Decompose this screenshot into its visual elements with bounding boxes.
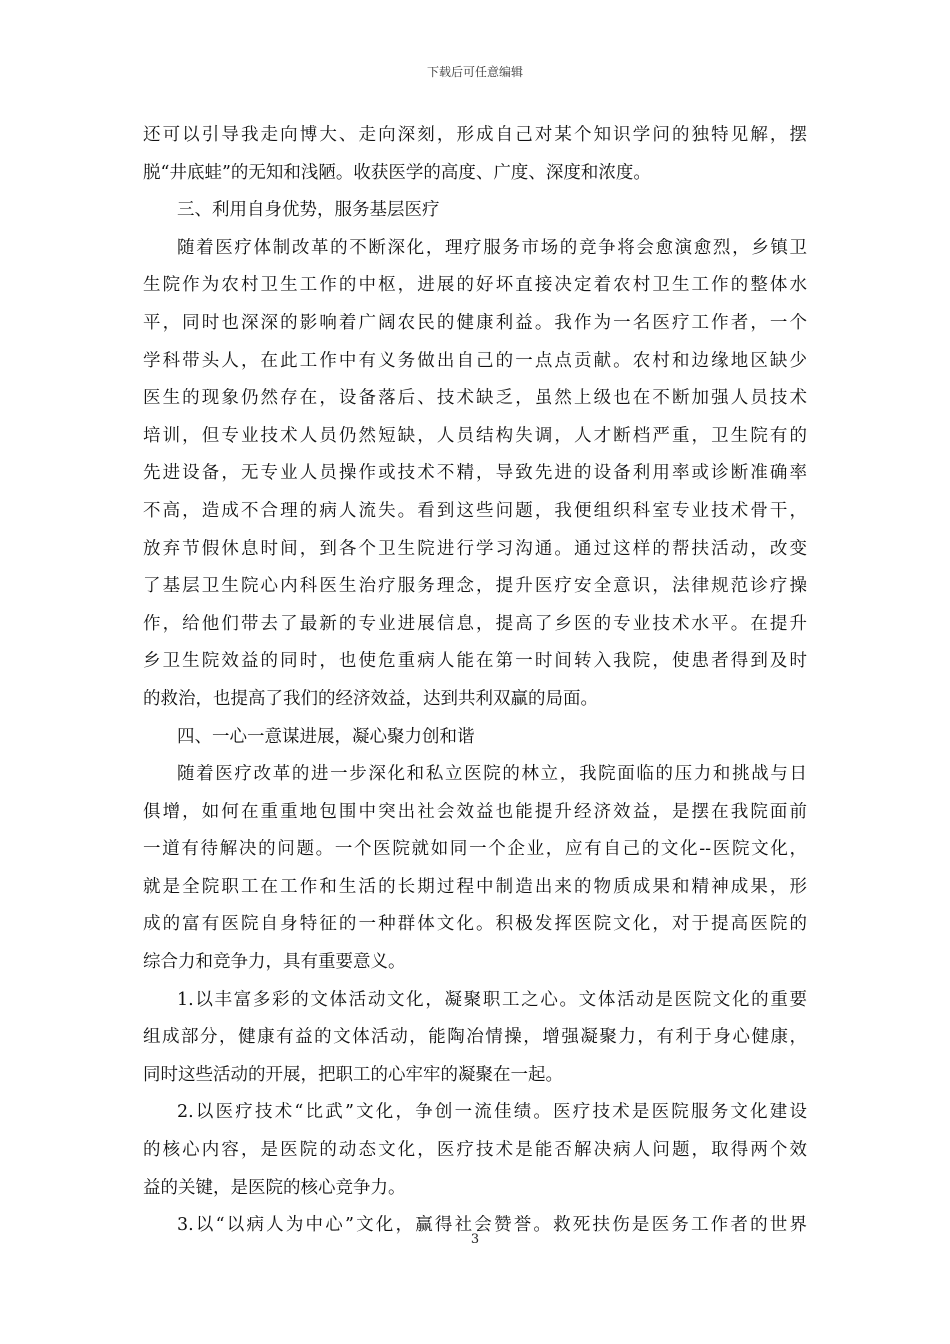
text-line: 益的关键，是医院的核心竞争力。 <box>143 1177 406 1198</box>
list-item: 2.以医疗技术“比武”文化，争创一流佳绩。医疗技术是医院服务文化建设 <box>177 1102 807 1123</box>
text-line: 先进设备，无专业人员操作或技术不精，导致先进的设备利用率或诊断准确率 <box>143 463 807 484</box>
text-line: 综合力和竞争力，具有重要意义。 <box>143 952 406 973</box>
text-line: 成的富有医院自身特征的一种群体文化。积极发挥医院文化，对于提高医院的 <box>143 914 807 935</box>
document-body <box>143 117 807 1245</box>
text-line: 俱增，如何在重重地包围中突出社会效益也能提升经济效益，是摆在我院面前 <box>143 801 807 822</box>
text-line: 医生的现象仍然存在，设备落后、技术缺乏，虽然上级也在不断加强人员技术 <box>143 388 807 409</box>
text-line: 组成部分，健康有益的文体活动，能陶冶情操，增强凝聚力，有利于身心健康， <box>143 1027 807 1048</box>
text-line: 随着医疗改革的进一步深化和私立医院的林立，我院面临的压力和挑战与日 <box>177 764 807 785</box>
text-line: 平，同时也深深的影响着广阔农民的健康利益。我作为一名医疗工作者，一个 <box>143 312 807 333</box>
page-number: 3 <box>470 1232 480 1247</box>
text-line: 的救治，也提高了我们的经济效益，达到共利双赢的局面。 <box>143 688 598 709</box>
text-line: 的核心内容，是医院的动态文化，医疗技术是能否解决病人问题，取得两个效 <box>143 1140 807 1161</box>
text-line: 同时这些活动的开展，把职工的心牢牢的凝聚在一起。 <box>143 1064 563 1085</box>
page-header: 下载后可任意编辑 <box>426 65 523 79</box>
list-item: 3.以“以病人为中心”文化，赢得社会赞誉。救死扶伤是医务工作者的世界 <box>177 1215 807 1236</box>
text-line: 不高，造成不合理的病人流失。看到这些问题，我便组织科室专业技术骨干， <box>143 500 807 521</box>
list-item: 1.以丰富多彩的文体活动文化，凝聚职工之心。文体活动是医院文化的重要 <box>177 989 807 1010</box>
text-line: 一道有待解决的问题。一个医院就如同一个企业，应有自己的文化--医院文化， <box>143 839 807 860</box>
text-line: 放弃节假休息时间，到各个卫生院进行学习沟通。通过这样的帮扶活动，改变 <box>143 538 807 559</box>
text-line: 随着医疗体制改革的不断深化，理疗服务市场的竞争将会愈演愈烈，乡镇卫 <box>177 237 807 258</box>
text-line: 了基层卫生院心内科医生治疗服务理念，提升医疗安全意识，法律规范诊疗操 <box>143 576 807 597</box>
text-line: 脱“井底蛙”的无知和浅陋。收获医学的高度、广度、深度和浓度。 <box>143 162 651 183</box>
text-line: 就是全院职工在工作和生活的长期过程中制造出来的物质成果和精神成果，形 <box>143 876 807 897</box>
text-line: 培训，但专业技术人员仍然短缺，人员结构失调，人才断档严重，卫生院有的 <box>143 425 807 446</box>
section-heading: 四、一心一意谋进展，凝心聚力创和谐 <box>177 726 475 747</box>
text-line: 生院作为农村卫生工作的中枢，进展的好坏直接决定着农村卫生工作的整体水 <box>143 275 807 296</box>
text-line: 还可以引导我走向博大、走向深刻，形成自己对某个知识学问的独特见解，摆 <box>143 125 807 145</box>
text-line: 乡卫生院效益的同时，也使危重病人能在第一时间转入我院，使患者得到及时 <box>143 651 807 672</box>
text-line: 学科带头人，在此工作中有义务做出自己的一点点贡献。农村和边缘地区缺少 <box>143 350 807 371</box>
section-heading: 三、利用自身优势，服务基层医疗 <box>177 200 440 221</box>
text-line: 作，给他们带去了最新的专业进展信息，提高了乡医的专业技术水平。在提升 <box>143 613 807 634</box>
